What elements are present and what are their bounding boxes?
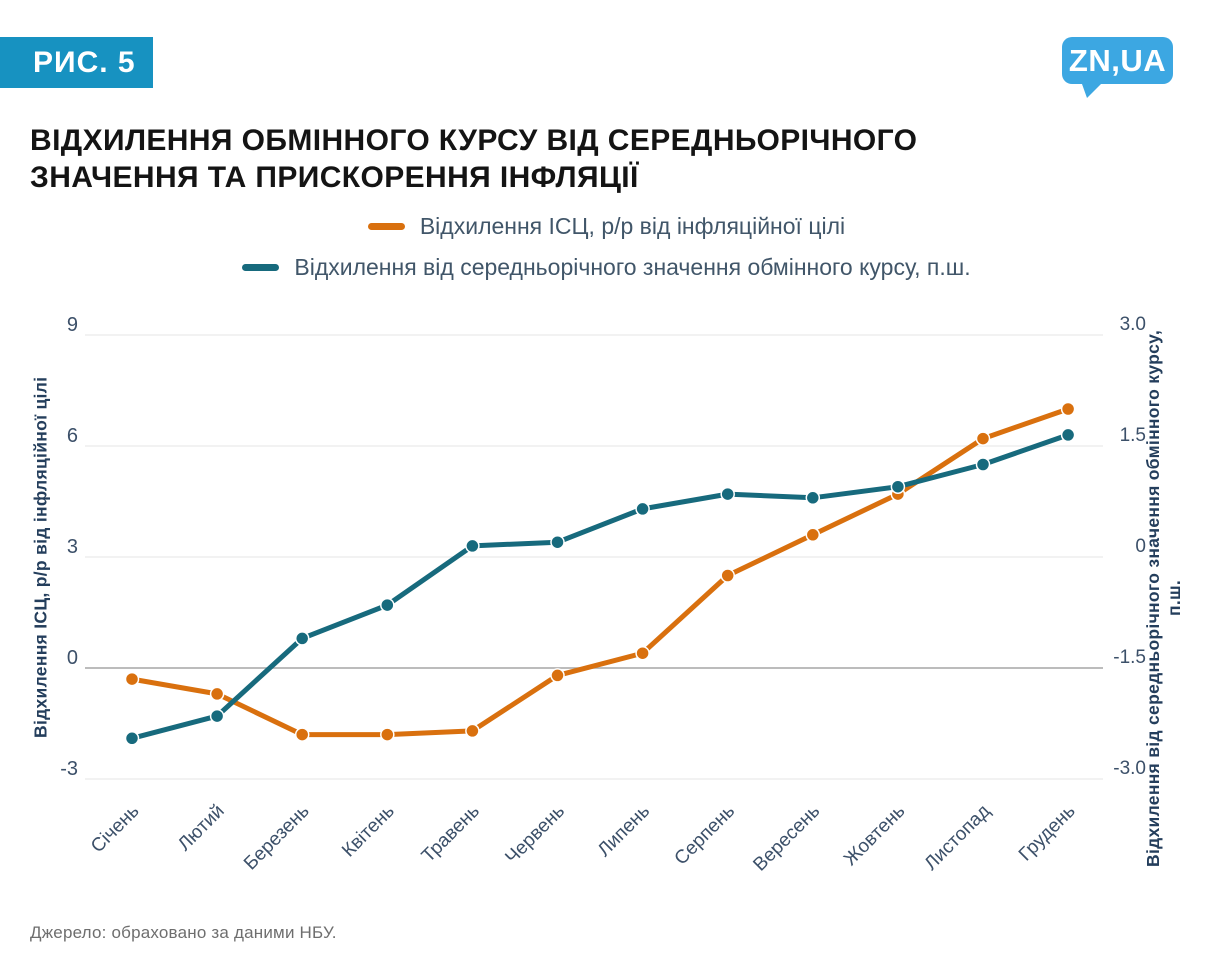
legend-label-fx: Відхилення від середньорічного значення обмінного курсу, п.ш. bbox=[294, 254, 971, 280]
svg-text:Лютий: Лютий bbox=[174, 800, 229, 856]
svg-text:3: 3 bbox=[66, 536, 78, 558]
svg-text:Серпень: Серпень bbox=[670, 800, 740, 870]
svg-text:0: 0 bbox=[1135, 536, 1146, 557]
znua-logo-text: ZN,UA bbox=[1068, 42, 1167, 78]
svg-text:6: 6 bbox=[66, 425, 78, 447]
svg-text:9: 9 bbox=[66, 314, 78, 336]
svg-text:-3.0: -3.0 bbox=[1113, 758, 1146, 779]
right-axis-title: Відхилення від середньорічного значення обмінного курсу, п.ш. bbox=[1143, 329, 1184, 867]
svg-text:-3: -3 bbox=[60, 758, 78, 780]
svg-text:Березень: Березень bbox=[240, 800, 314, 875]
svg-text:Жовтень: Жовтень bbox=[840, 800, 910, 871]
svg-text:1.5: 1.5 bbox=[1119, 425, 1146, 446]
chart-title: ВІДХИЛЕННЯ ОБМІННОГО КУРСУ ВІД СЕРЕДНЬОРІЧНОГО ЗНАЧЕННЯ ТА ПРИСКОРЕННЯ ІНФЛЯЦІЇ bbox=[30, 124, 918, 194]
svg-text:-1.5: -1.5 bbox=[1113, 647, 1146, 668]
svg-text:Вересень: Вересень bbox=[749, 800, 825, 876]
svg-text:Травень: Травень bbox=[417, 800, 484, 867]
svg-text:Листопад: Листопад bbox=[920, 800, 995, 875]
svg-text:Січень: Січень bbox=[87, 800, 144, 858]
svg-text:3.0: 3.0 bbox=[1119, 314, 1146, 335]
legend-label-cpi: Відхилення ІСЦ, р/р від інфляційної цілі bbox=[419, 213, 846, 239]
left-axis-title: Відхилення ІСЦ, р/р від інфляційної цілі bbox=[30, 376, 51, 739]
svg-text:0: 0 bbox=[66, 647, 78, 669]
svg-text:Квітень: Квітень bbox=[338, 800, 399, 862]
svg-text:Грудень: Грудень bbox=[1014, 800, 1080, 866]
source-note: Джерело: обраховано за даними НБУ. bbox=[30, 923, 337, 942]
svg-text:Липень: Липень bbox=[593, 800, 655, 862]
svg-text:Червень: Червень bbox=[501, 800, 570, 869]
figure-number-label: РИС. 5 bbox=[33, 45, 136, 79]
